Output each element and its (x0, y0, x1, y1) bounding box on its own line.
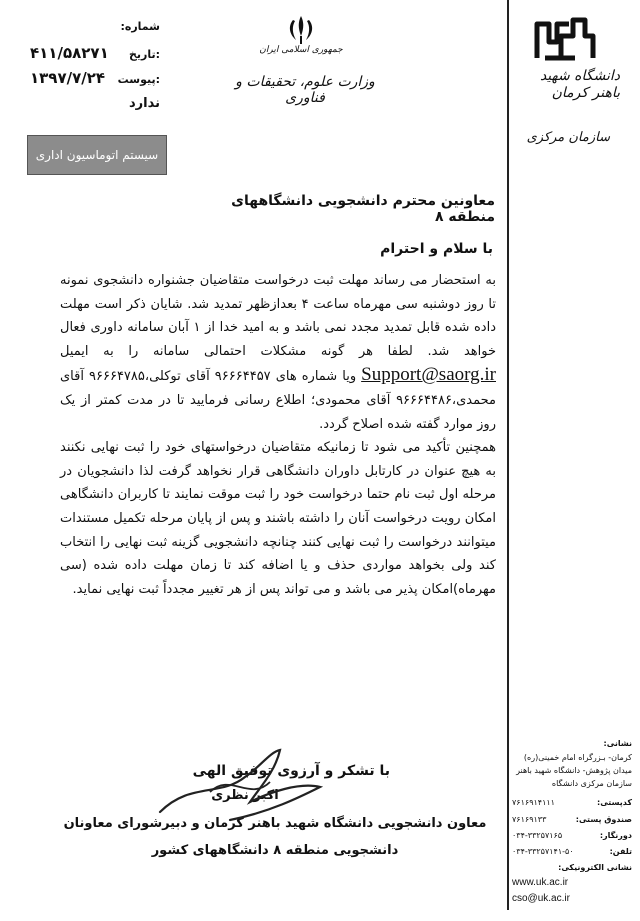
address-line-1: کرمان- بـزرگراه امام خمینی(ره) (523, 753, 632, 762)
number-row (30, 20, 160, 40)
attachment-row (30, 96, 160, 116)
email-label: نشانی الکترونیکی: (558, 863, 632, 872)
closing-line: با تشکر و آرزوی توفیق الهی (192, 763, 390, 779)
number-value: ۴۱۱/۵۸۲۷۱ (30, 44, 109, 62)
university-logo-icon (531, 14, 599, 64)
date-row (30, 69, 160, 89)
ministry-name: وزارت علوم، تحقیقات و فناوری (235, 74, 375, 106)
signer-title: معاون دانشجویی دانشگاه شهید باهنر کرمان و دبیرشورای معاونان (63, 816, 487, 831)
sidebar-divider (507, 0, 509, 910)
iran-emblem-icon (284, 14, 318, 46)
greeting: با سلام و احترام (380, 241, 493, 257)
address-line-2: میدان پژوهش- دانشگاه شهید باهنر (516, 766, 632, 775)
organization-name: سازمان مرکزی (526, 130, 610, 145)
attachment-value: ندارد (128, 96, 160, 111)
body-paragraph-3: همچنین تأکید می شود تا زمانیکه متقاضیان درخواستهای خود را ثبت نهایی نکنند به هیچ عنوان در کارتابل داوران دانشگاهی قرار نخواهد گرفت لذا دانشجویان در مرحله اول ثبت نام حتما درخواست خود را ثبت موقت نمایند تا کاربران دانشگاهی امکان رویت درخواست آنان را داشته باشند و پس از پایان مرحله تکمیل مستندات میتوانند درخواست را ثبت نهایی کنند چنانچه دانشجویی گزینه ثبت نهایی را انتخاب کند ولی بخواهد مواردی حذف و یا اضافه کند تا زمان مهلت داده شده (سی مهرماه)امکان پذیر می باشد و می تواند پس از هر تغییر مجدداً ثبت نهایی نماید. (60, 440, 496, 597)
fax-label: دورنگار: (599, 831, 632, 840)
pobox-label: صندوق پستی: (575, 815, 632, 824)
body-paragraph-1: به استحضار می رساند مهلت ثبت درخواست متقاضیان جشنواره دانشجوی نمونه تا روز دوشنبه سی مهرماه ساعت ۴ بعدازظهر تمدید شد. شایان ذکر است مهلت داده شده قابل تمدید مجدد نمی باشد و به امید خدا از ۱ آبان سامانه داوری فعال خواهد شد. لطفا هر گونه مشکلات احتمالی سامانه را به (60, 273, 496, 359)
date-value: ۱۳۹۷/۷/۲۴ (30, 69, 106, 87)
postal-label: کدپستی: (597, 798, 632, 807)
address-line-3: سازمان مرکزی دانشگاه (551, 779, 632, 788)
addressee: معاونین محترم دانشجویی دانشگاههای منطقه ۸ (231, 193, 495, 225)
phone-value: ۰۳۴-۳۳۲۵۷۱۴۱-۵۰ (512, 847, 574, 856)
website-link[interactable]: www.uk.ac.ir (512, 877, 569, 888)
letter-body (60, 269, 496, 729)
address-label: نشانی: (603, 739, 632, 748)
number-label: شماره: (120, 20, 160, 33)
attachment-label: پیوست: (117, 73, 160, 86)
date-label: تاریخ: (128, 48, 160, 61)
signer-title-2: دانشجویی منطقه ۸ دانشگاههای کشور (151, 843, 399, 858)
pobox-value: ۷۶۱۶۹۱۳۳ (512, 815, 547, 824)
automation-stamp: سیستم اتوماسیون اداری (27, 135, 167, 175)
number-value-row (30, 44, 160, 64)
email-prefix: ایمیل (60, 343, 89, 359)
signer-name: اکبر نظری (211, 788, 279, 803)
republic-text: جمهوری اسلامی ایران (259, 45, 343, 55)
phone-label: تلفن: (609, 847, 632, 856)
body-paragraph-2: ویا شماره های ۹۶۶۶۴۴۵۷ آقای توکلی،۹۶۶۶۴۷۸۵ آقای محمدی،۹۶۶۶۴۴۸۶ آقای محمودی؛ اطلاع رسانی فرمایید تا در مدت کمتر از یک روز موارد گفته شده اصلاح گردد. (60, 369, 496, 432)
university-name: دانشگاه شهید باهنر کرمان (539, 68, 620, 101)
support-email-link[interactable]: Support@saorg.ir (361, 364, 496, 386)
postal-value: ۷۶۱۶۹۱۴۱۱۱ (512, 798, 555, 807)
fax-value: ۰۳۴-۳۳۲۵۷۱۶۵ (512, 831, 563, 840)
contact-email-link[interactable]: cso@uk.ac.ir (512, 893, 570, 904)
